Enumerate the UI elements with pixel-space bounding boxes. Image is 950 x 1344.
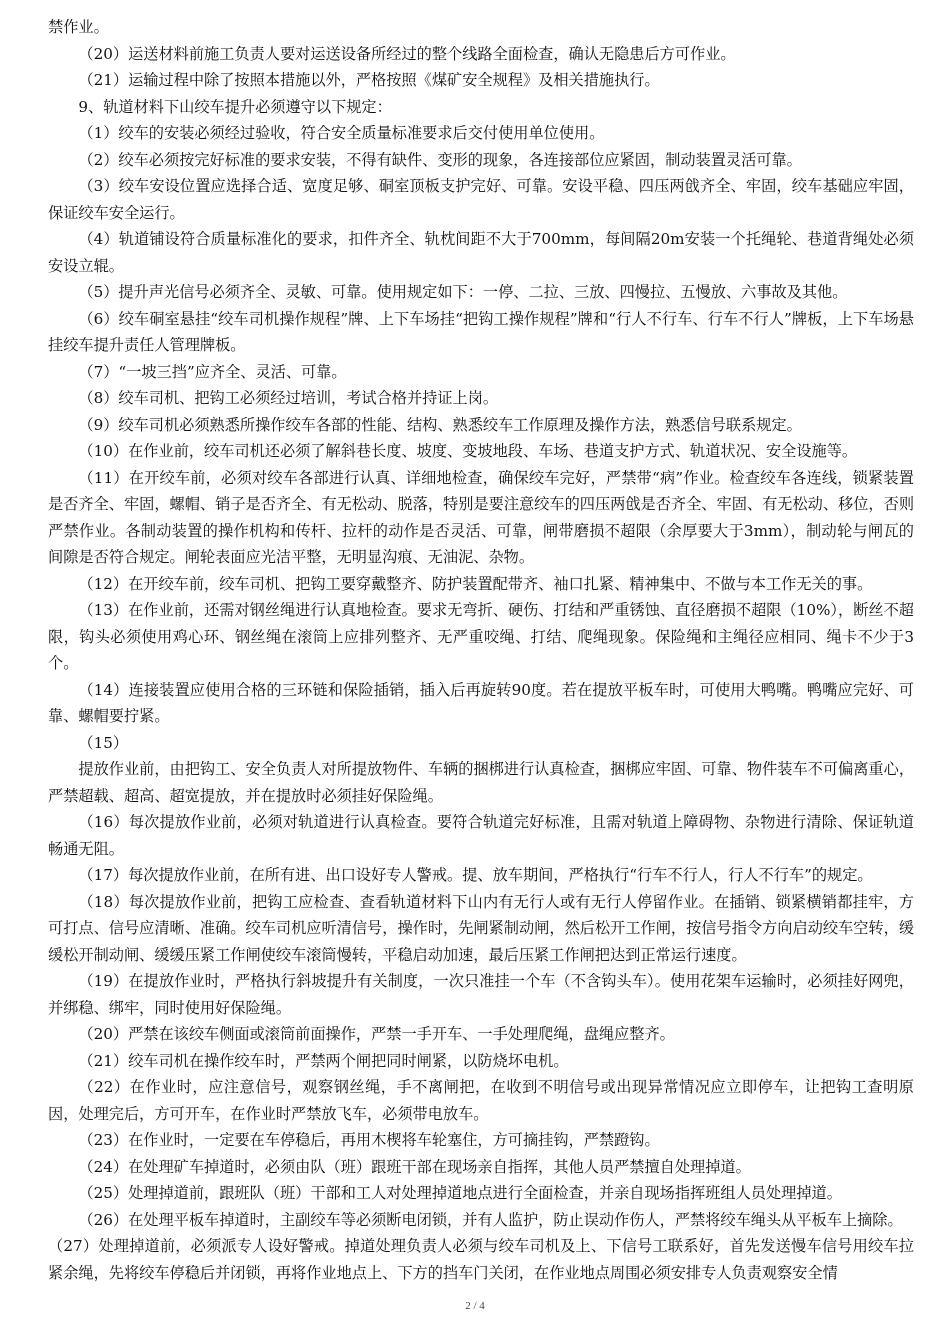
paragraph: （20）运送材料前施工负责人要对运送设备所经过的整个线路全面检查，确认无隐患后方可作业。 (78, 44, 736, 63)
paragraph: （15） (78, 733, 129, 752)
paragraph: （7）“一坡三挡”应齐全、灵活、可靠。 (78, 362, 347, 381)
paragraph: （17）每次提放作业前，在所有进、出口设好专人警戒。提、放车期间，严格执行“行车不行人，行人不行车”的规定。 (78, 866, 873, 884)
paragraph: （13）在作业前，还需对钢丝绳进行认真地检查。要求无弯折、硬伤、打结和严重锈蚀、直径磨损不超限（10%），断丝不超限，钩头必须使用鸡心环、钢丝绳在滚筒上应排列整齐、无严重咬绳、打结、爬绳现象。保险绳和主绳径应相同、绳卡不少于3个。 (48, 601, 914, 672)
paragraph: （2）绞车必须按完好标准的要求安装，不得有缺件、变形的现象，各连接部位应紧固，制动装置灵活可靠。 (78, 150, 802, 169)
paragraph: （19）在提放作业时，严格执行斜坡提升有关制度，一次只准挂一个车（不含钩头车）。使用花架车运输时，必须挂好网兜，并绑稳、绑牢，同时使用好保险绳。 (48, 972, 914, 1017)
paragraph: （25）处理掉道前，跟班队（班）干部和工人对处理掉道地点进行全面检查，并亲自现场指挥班组人员处理掉道。 (78, 1184, 842, 1202)
paragraph: （1）绞车的安装必须经过验收，符合安全质量标准要求后交付使用单位使用。 (78, 124, 605, 142)
paragraph: （5）提升声光信号必须齐全、灵敏、可靠。使用规定如下：一停、二拉、三放、四慢拉、五慢放、六事故及其他。 (78, 283, 848, 301)
paragraph: （20）严禁在该绞车侧面或滚筒前面操作，严禁一手开车、一手处理爬绳，盘绳应整齐。 (78, 1025, 675, 1043)
paragraph: （10）在作业前，绞车司机还必须了解斜巷长度、坡度、变坡地段、车场、巷道支护方式、轨道状况、安全设施等。 (78, 442, 858, 460)
paragraph: 9、轨道材料下山绞车提升必须遵守以下规定： (78, 97, 392, 116)
paragraph: （21）运输过程中除了按照本措施以外，严格按照《煤矿安全规程》及相关措施执行。 (78, 71, 660, 89)
paragraph: （16）每次提放作业前，必须对轨道进行认真检查。要符合轨道完好标准，且需对轨道上障碍物、杂物进行清除、保证轨道畅通无阻。 (48, 813, 914, 858)
paragraph: （12）在开绞车前，绞车司机、把钩工要穿戴整齐、防护装置配带齐、袖口扎紧、精神集中、不做与本工作无关的事。 (78, 574, 873, 593)
paragraph: （23）在作业时，一定要在车停稳后，再用木楔将车轮塞住，方可摘挂钩，严禁蹬钩。 (78, 1131, 660, 1149)
paragraph: （4）轨道铺设符合质量标准化的要求，扣件齐全、轨枕间距不大于700mm，每间隔20m安装一个托绳轮、巷道背绳处必须安设立辊。 (48, 230, 914, 275)
document-body (48, 14, 914, 1286)
paragraph: （22）在作业时，应注意信号，观察钢丝绳，手不离闸把，在收到不明信号或出现异常情况应立即停车，让把钩工查明原因，处理完后，方可开车，在作业时严禁放飞车，必须带电放车。 (48, 1078, 914, 1123)
paragraph: （27）处理掉道前，必须派专人设好警戒。掉道处理负责人必须与绞车司机及上、下信号工联系好，首先发送慢车信号用绞车拉紧余绳，先将绞车停稳后并闭锁，再将作业地点上、下方的挡车门关闭，在作业地点周围必须安排专人负责观察安全情 (48, 1237, 914, 1282)
paragraph: （21）绞车司机在操作绞车时，严禁两个闸把同时闸紧，以防烧坏电机。 (78, 1051, 569, 1070)
paragraph: （26）在处理平板车掉道时，主副绞车等必须断电闭锁，并有人监护，防止误动作伤人，严禁将绞车绳头从平板车上摘除。 (78, 1210, 903, 1229)
paragraph: （6）绞车硐室悬挂“绞车司机操作规程”牌、上下车场挂“把钩工操作规程”牌和“行人不行车、行车不行人”牌板，上下车场悬挂绞车提升责任人管理牌板。 (48, 309, 914, 354)
paragraph: （8）绞车司机、把钩工必须经过培训，考试合格并持证上岗。 (78, 389, 499, 407)
page-number: 2 / 4 (465, 1300, 485, 1312)
paragraph: 禁作业。 (48, 18, 109, 36)
paragraph: （24）在处理矿车掉道时，必须由队（班）跟班干部在现场亲自指挥，其他人员严禁擅自处理掉道。 (78, 1157, 751, 1176)
paragraph: 提放作业前，由把钩工、安全负责人对所提放物件、车辆的捆梆进行认真检查，捆梆应牢固、可靠、物件装车不可偏离重心，严禁超载、超高、超宽提放，并在提放时必须挂好保险绳。 (48, 760, 914, 805)
paragraph: （18）每次提放作业前，把钩工应检查、查看轨道材料下山内有无行人或有无行人停留作业。在插销、锁紧横销都挂牢，方可打点、信号应清晰、准确。绞车司机应听清信号，操作时，先闸紧制动闸，然后松开工作闸，按信号指令方向启动绞车空转，缓缓松开制动闸、缓缓压紧工作闸使绞车滚筒慢转，平稳启动加速，最后压紧工作闸把达到正常运行速度。 (48, 892, 914, 964)
paragraph: （11）在开绞车前，必须对绞车各部进行认真、详细地检查，确保绞车完好，严禁带“病”作业。检查绞车各连线，锁紧装置是否齐全、牢固，螺帽、销子是否齐全、有无松动、脱落，特别是要注意绞车的四压两戗是否齐全、牢固、有无松动、移位，否则严禁作业。各制动装置的操作机构和传杆、拉杆的动作是否灵活、可靠，闸带磨损不超限（余厚要大于3mm），制动轮与闸瓦的间隙是否符合规定。闸轮表面应光洁平整，无明显沟痕、无油泥、杂物。 (48, 468, 914, 566)
paragraph: （14）连接装置应使用合格的三环链和保险插销，插入后再旋转90度。若在提放平板车时，可使用大鸭嘴。鸭嘴应完好、可靠、螺帽要拧紧。 (48, 680, 914, 725)
paragraph: （3）绞车安设位置应选择合适、宽度足够、硐室顶板支护完好、可靠。安设平稳、四压两戗齐全、牢固，绞车基础应牢固，保证绞车安全运行。 (48, 177, 914, 222)
paragraph: （9）绞车司机必须熟悉所操作绞车各部的性能、结构、熟悉绞车工作原理及操作方法，熟悉信号联系规定。 (78, 415, 802, 434)
